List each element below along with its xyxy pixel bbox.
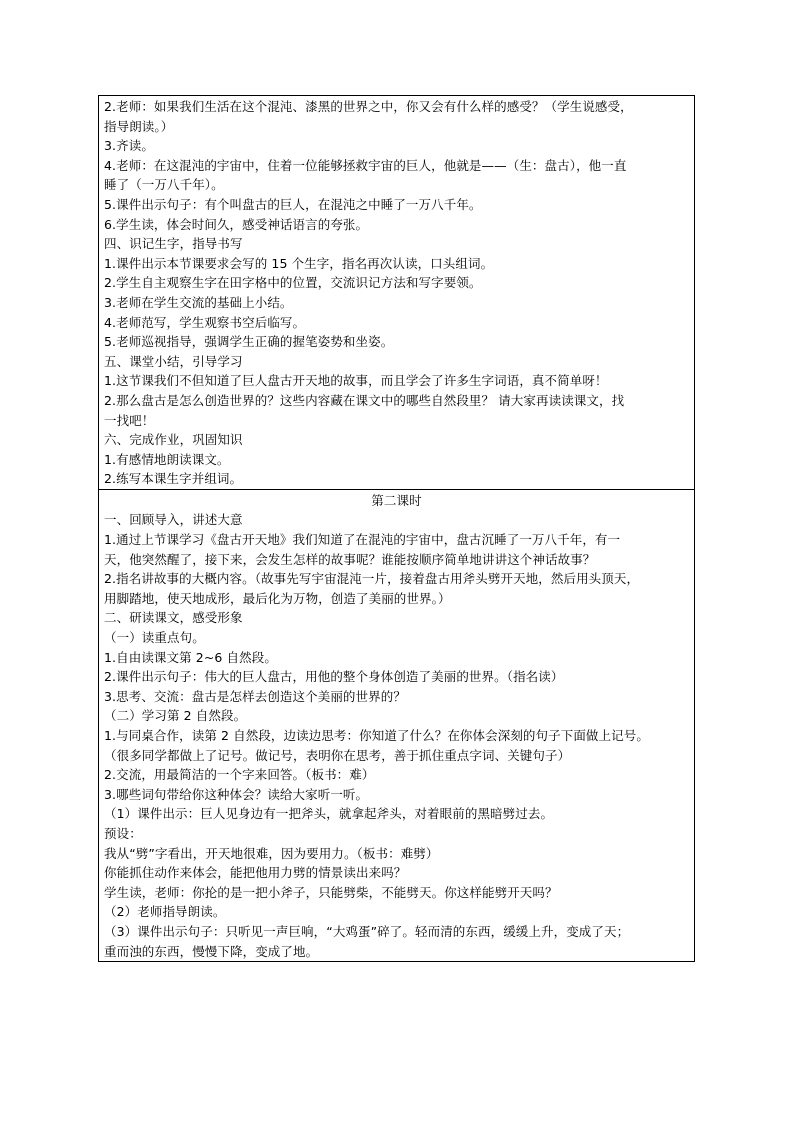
text-line: 3.哪些词句带给你这种体会？读给大家听一听。	[104, 786, 369, 802]
second-lesson-cell	[99, 490, 694, 961]
text-line: 6.学生读，体会时间久，感受神话语言的夸张。	[104, 216, 369, 232]
second-lesson-title: 第二课时	[371, 492, 422, 508]
text-line: 睡了（一万八千年）。	[104, 177, 224, 193]
text-line: 一找吧！	[104, 412, 155, 428]
text-line: 重而浊的东西，慢慢下降，变成了地。	[104, 943, 319, 959]
first-lesson-cell	[99, 96, 694, 490]
text-line: 4.老师范写，学生观察书空后临写。	[104, 314, 306, 330]
text-line: 预设：	[104, 825, 142, 841]
text-line: 2.学生自主观察生字在田字格中的位置，交流识记方法和写字要领。	[104, 275, 482, 291]
text-line: （二）学习第 2 自然段。	[104, 708, 247, 724]
text-line: 学生读，老师：你抡的是一把小斧子，只能劈柴，不能劈天。你这样能劈开天吗？	[104, 884, 558, 900]
text-line: 1.与同桌合作，读第 2 自然段，边读边思考：你知道了什么？在你体会深刻的句子下面做上记号。	[104, 728, 649, 743]
text-line: （一）读重点句。	[104, 630, 205, 646]
text-line: （1）课件出示：巨人见身边有一把斧头，就拿起斧头，对着眼前的黑暗劈过去。	[104, 806, 554, 822]
text-line: （2）老师指导朗读。	[104, 904, 226, 920]
text-line: 5.课件出示句子：有个叫盘古的巨人，在混沌之中睡了一万八千年。	[104, 196, 482, 212]
text-line: （很多同学都做上了记号。做记号，表明你在思考，善于抓住重点字词、关键句子）	[104, 747, 571, 763]
text-line: 5.老师巡视指导，强调学生正确的握笔姿势和坐姿。	[104, 334, 394, 350]
text-line: 3.老师在学生交流的基础上小结。	[104, 294, 293, 310]
text-line: 4.老师：在这混沌的宇宙中，住着一位能够拯救宇宙的巨人，他就是——（生：盘古），他一直	[104, 157, 627, 173]
text-line: 五、课堂小结，引导学习	[104, 353, 243, 369]
text-line: 你能抓住动作来体会，能把他用力劈的情景读出来吗？	[104, 865, 407, 881]
text-line: 1.课件出示本节课要求会写的 15 个生字，指名再次认读，口头组词。	[104, 255, 494, 271]
text-line: 1.这节课我们不但知道了巨人盘古开天地的故事，而且学会了许多生字词语，真不简单呀！	[104, 373, 608, 389]
text-line: 1.有感情地朗读课文。	[104, 451, 230, 467]
text-line: 2.指名讲故事的大概内容。（故事先写宇宙混沌一片，接着盘古用斧头劈开天地，然后用头顶天，	[104, 571, 640, 587]
text-line: （3）课件出示句子：只听见一声巨响，“大鸡蛋”碎了。轻而清的东西，缓缓上升，变成了天；	[104, 923, 630, 939]
text-line: 二、研读课文，感受形象	[104, 610, 243, 626]
text-line: 2.老师：如果我们生活在这个混沌、漆黑的世界之中，你又会有什么样的感受？（学生说感受，	[104, 99, 633, 114]
text-line: 六、完成作业，巩固知识	[104, 432, 243, 448]
text-line: 用脚踏地，使天地成形，最后化为万物，创造了美丽的世界。）	[104, 590, 451, 606]
text-line: 四、识记生字，指导书写	[104, 236, 243, 252]
text-line: 天，他突然醒了，接下来，会发生怎样的故事呢？谁能按顺序简单地讲讲这个神话故事？	[104, 551, 596, 567]
text-line: 指导朗读。）	[104, 118, 174, 134]
text-line: 一、回顾导入，讲述大意	[104, 512, 243, 528]
text-line: 1.自由读课文第 2~6 自然段。	[104, 649, 277, 665]
text-line: 2.课件出示句子：伟大的巨人盘古，用他的整个身体创造了美丽的世界。（指名读）	[104, 669, 564, 685]
text-line: 2.交流，用最简洁的一个字来回答。（板书：难）	[104, 767, 375, 783]
text-line: 我从“劈”字看出，开天地很难，因为要用力。（板书：难劈）	[104, 845, 439, 861]
text-line: 3.思考、交流：盘古是怎样去创造这个美丽的世界的？	[104, 688, 406, 704]
text-line: 2.练写本课生字并组词。	[104, 471, 243, 487]
text-line: 1.通过上节课学习《盘古开天地》我们知道了在混沌的宇宙中，盘古沉睡了一万八千年，有一	[104, 532, 621, 548]
text-line: 2.那么盘古是怎么创造世界的？这些内容藏在课文中的哪些自然段里？ 请大家再读读课文，找	[104, 392, 625, 408]
text-line: 3.齐读。	[104, 138, 154, 154]
lesson-plan-table	[98, 95, 695, 962]
